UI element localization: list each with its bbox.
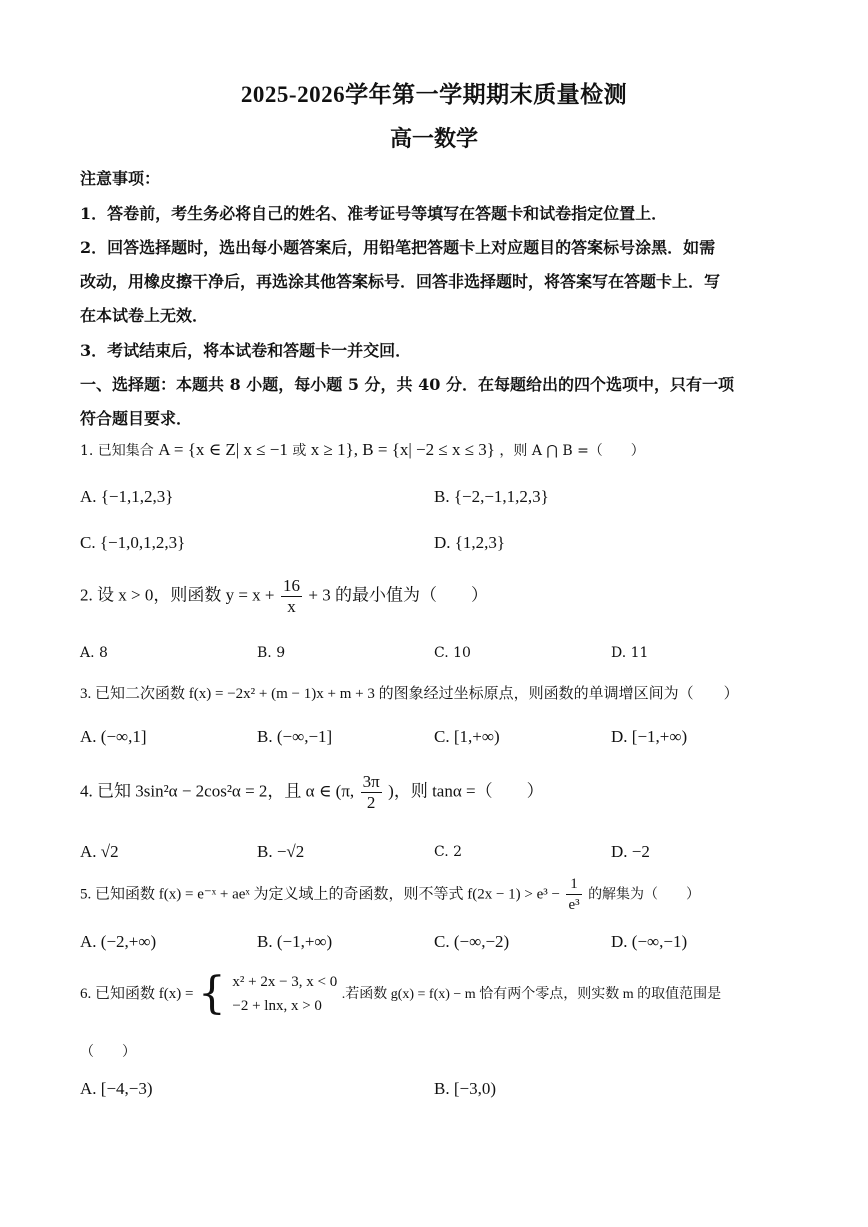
question-4-fraction bbox=[361, 772, 382, 813]
question-5-prefix: 5. 已知函数 f(x) = e⁻ˣ + aeˣ 为定义域上的奇函数，则不等式 f(2x − 1) > e³ − bbox=[80, 886, 560, 903]
question-1-or: 或 bbox=[292, 443, 307, 459]
question-4-option-c: C. 2 bbox=[434, 844, 463, 860]
question-3-option-b: B. (−∞,−1] bbox=[257, 727, 333, 746]
question-1-option-b: B. {−2,−1,1,2,3} bbox=[434, 487, 549, 506]
question-6-prefix: 6. 已知函数 f(x) = bbox=[80, 986, 194, 1002]
question-4-suffix: )，则 tanα =（ ） bbox=[388, 781, 544, 801]
question-6-case-1: x² + 2x − 3, x < 0 bbox=[232, 974, 338, 990]
question-4-numerator: 3π bbox=[362, 772, 380, 791]
question-2-option-c: C. 10 bbox=[434, 645, 471, 661]
exam-subject: 高一数学 bbox=[389, 126, 478, 151]
question-2-fraction bbox=[281, 576, 302, 617]
note-2-line-3: 在本试卷上无效． bbox=[80, 306, 209, 325]
question-3-option-d: D. [−1,+∞) bbox=[611, 727, 688, 746]
question-6-suffix: .若函数 g(x) = f(x) − m 恰有两个零点，则实数 m 的取值范围是 bbox=[341, 987, 722, 1002]
question-3-option-a: A. (−∞,1] bbox=[80, 727, 147, 746]
question-2-option-d: D. 11 bbox=[611, 645, 649, 661]
question-2-option-b: B. 9 bbox=[257, 645, 286, 661]
question-6 bbox=[80, 970, 721, 1018]
notes-heading: 注意事项： bbox=[80, 169, 161, 188]
question-5 bbox=[80, 874, 700, 915]
question-1-suffix: ，则 A ⋂ B =（ ） bbox=[499, 443, 645, 459]
question-6-option-a: A. [−4,−3) bbox=[80, 1079, 153, 1098]
question-2-denominator: x bbox=[287, 597, 296, 616]
question-5-denominator: e³ bbox=[568, 897, 580, 913]
question-2-option-a: A. 8 bbox=[80, 645, 108, 661]
question-4-option-b: B. −√2 bbox=[257, 842, 305, 861]
question-5-option-d: D. (−∞,−1) bbox=[611, 932, 688, 951]
question-4-prefix: 4. 已知 3sin²α − 2cos²α = 2，且 α ∈ (π, bbox=[80, 781, 355, 801]
question-4-denominator: 2 bbox=[366, 793, 376, 812]
question-1-set-b: x ≥ 1}, B = {x| −2 ≤ x ≤ 3} bbox=[310, 440, 495, 459]
question-1 bbox=[80, 440, 645, 460]
question-1-prefix: 1. 已知集合 bbox=[80, 443, 154, 459]
question-2 bbox=[80, 576, 488, 617]
question-1-option-d: D. {1,2,3} bbox=[434, 533, 506, 552]
question-1-option-a: A. {−1,1,2,3} bbox=[80, 487, 174, 506]
question-2-prefix: 2. 设 x > 0，则函数 y = x + bbox=[80, 585, 275, 605]
question-5-option-a: A. (−2,+∞) bbox=[80, 932, 157, 951]
question-4 bbox=[80, 772, 544, 813]
question-3-option-c: C. [1,+∞) bbox=[434, 727, 500, 746]
question-1-set-a: A = {x ∈ Z| x ≤ −1 bbox=[158, 440, 288, 459]
section-heading-line-2: 符合题目要求． bbox=[80, 409, 193, 428]
question-5-suffix: 的解集为（ ） bbox=[588, 886, 701, 903]
question-2-suffix: + 3 的最小值为（ ） bbox=[308, 585, 489, 605]
question-1-option-c: C. {−1,0,1,2,3} bbox=[80, 533, 186, 552]
note-2-line-1: 2．回答选择题时，选出每小题答案后，用铅笔把答题卡上对应题目的答案标号涂黑．如需 bbox=[80, 238, 716, 257]
question-6-case-2: −2 + lnx, x > 0 bbox=[232, 998, 322, 1014]
question-4-option-d: D. −2 bbox=[611, 842, 650, 861]
question-5-option-b: B. (−1,+∞) bbox=[257, 932, 333, 951]
question-3: 3. 已知二次函数 f(x) = −2x² + (m − 1)x + m + 3 的图象经过坐标原点，则函数的单调增区间为（ ） bbox=[80, 686, 739, 702]
question-6-option-b: B. [−3,0) bbox=[434, 1079, 496, 1098]
question-6-answer-paren: （ ） bbox=[80, 1044, 136, 1060]
question-2-numerator: 16 bbox=[282, 576, 300, 595]
question-6-cases bbox=[232, 970, 337, 1018]
question-4-option-a: A. √2 bbox=[80, 842, 119, 861]
section-heading-line-1: 一、选择题：本题共 8 小题，每小题 5 分，共 40 分．在每题给出的四个选项中，只有一项 bbox=[80, 375, 734, 394]
piecewise-brace-icon: { bbox=[197, 968, 226, 1019]
question-5-option-c: C. (−∞,−2) bbox=[434, 932, 510, 951]
note-3: 3．考试结束后，将本试卷和答题卡一并交回． bbox=[80, 341, 412, 360]
question-5-fraction bbox=[566, 874, 581, 915]
note-2-line-2: 改动，用橡皮擦干净后，再选涂其他答案标号．回答非选择题时，将答案写在答题卡上．写 bbox=[80, 272, 721, 291]
note-1: 1．答卷前，考生务必将自己的姓名、准考证号等填写在答题卡和试卷指定位置上． bbox=[80, 204, 668, 223]
exam-title: 2025-2026学年第一学期期末质量检测 bbox=[240, 82, 628, 107]
question-5-numerator: 1 bbox=[566, 874, 581, 895]
